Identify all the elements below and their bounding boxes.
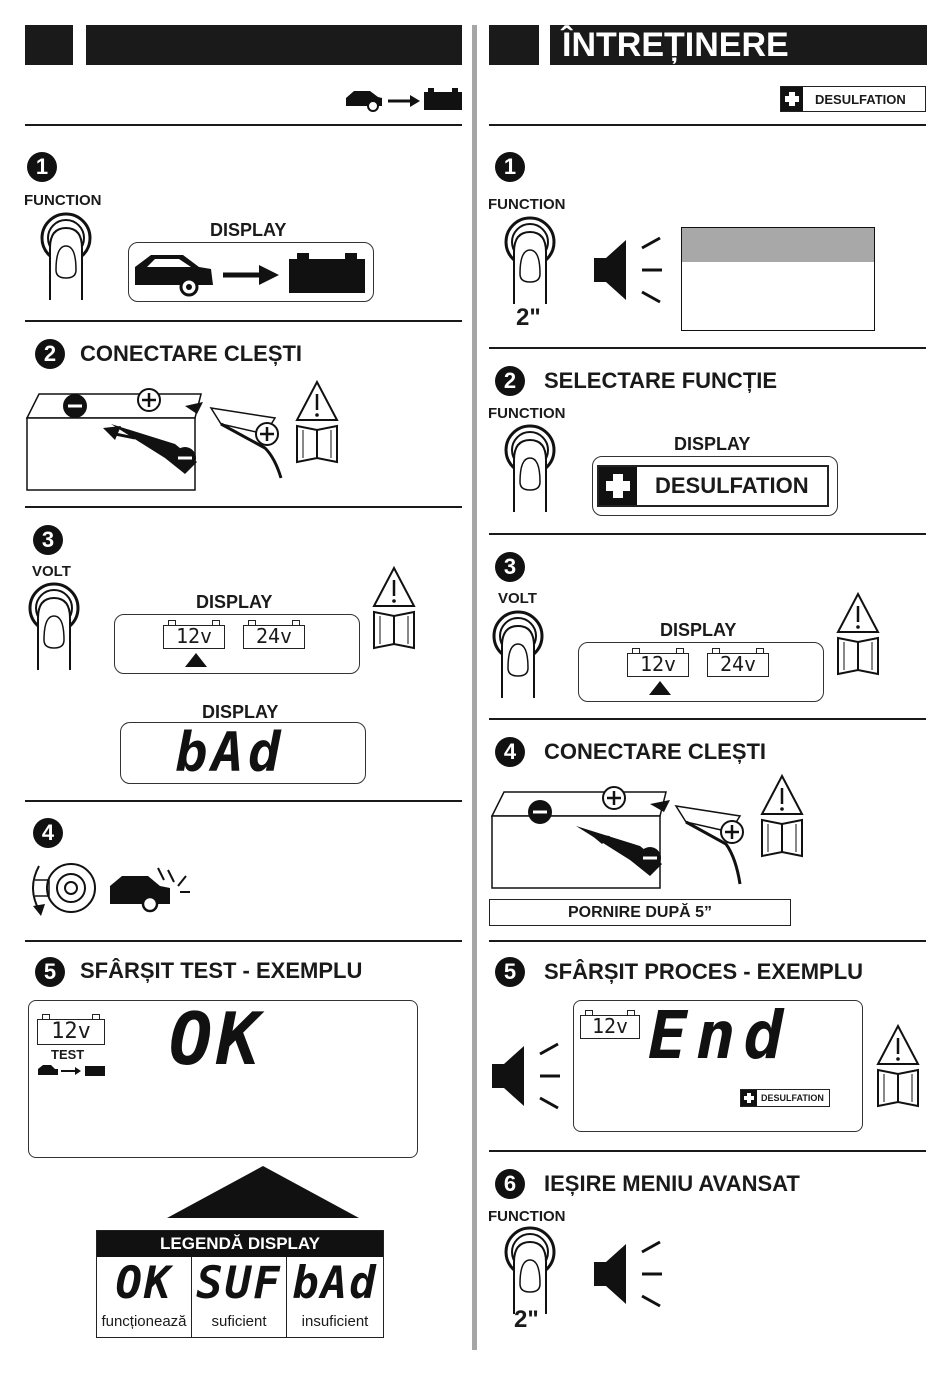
car-to-battery-icon bbox=[133, 249, 369, 295]
finger-press-icon bbox=[492, 610, 552, 700]
battery-12v: 12v bbox=[580, 1015, 640, 1039]
legend-desc: suficient bbox=[211, 1313, 267, 1330]
rule bbox=[25, 940, 462, 942]
legend-cell bbox=[192, 1257, 287, 1337]
step-heading: IEȘIRE MENIU AVANSAT bbox=[544, 1171, 800, 1196]
step-number: 2 bbox=[35, 339, 65, 369]
finger-press-icon bbox=[504, 424, 564, 514]
step-heading: CONECTARE CLEȘTI bbox=[544, 739, 767, 764]
finger-press-icon bbox=[504, 1226, 564, 1316]
battery-clamps-illustration bbox=[490, 778, 750, 890]
display-label: DISPLAY bbox=[660, 620, 737, 640]
legend-cell bbox=[287, 1257, 383, 1337]
display-screen bbox=[114, 614, 360, 674]
start-delay-note: PORNIRE DUPĂ 5” bbox=[489, 899, 791, 926]
battery-24v: 24v bbox=[707, 653, 769, 677]
display-label: DISPLAY bbox=[196, 592, 273, 612]
legend-desc: insuficient bbox=[301, 1313, 369, 1330]
finger-press-icon bbox=[28, 582, 88, 672]
rule bbox=[489, 347, 926, 349]
ok-readout: OK bbox=[169, 997, 264, 1081]
desulfation-badge bbox=[740, 1089, 830, 1107]
selection-arrow bbox=[649, 681, 671, 695]
bad-readout: bAd bbox=[175, 721, 285, 784]
warning-book-icon bbox=[760, 774, 810, 858]
battery-12v: 12v bbox=[37, 1019, 105, 1045]
right-title-block bbox=[489, 25, 539, 65]
display-screen bbox=[578, 642, 824, 702]
step-number: 6 bbox=[495, 1169, 525, 1199]
step-number: 4 bbox=[495, 737, 525, 767]
step-number: 2 bbox=[495, 366, 525, 396]
step-heading: SFÂRȘIT PROCES - EXEMPLU bbox=[544, 959, 864, 984]
step-number: 5 bbox=[495, 957, 525, 987]
test-label: TEST bbox=[51, 1047, 85, 1062]
volt-button-label: VOLT bbox=[498, 590, 537, 607]
warning-book-icon bbox=[876, 1024, 926, 1108]
plus-cross-icon bbox=[599, 467, 637, 505]
battery-12v: 12v bbox=[163, 625, 225, 649]
desulfation-badge bbox=[597, 465, 829, 507]
right-title: ÎNTREȚINERE bbox=[562, 26, 789, 64]
speaker-icon bbox=[592, 236, 664, 304]
speaker-icon bbox=[592, 1240, 664, 1308]
rule bbox=[489, 533, 926, 535]
display-label: DISPLAY bbox=[202, 702, 279, 722]
display-label: DISPLAY bbox=[674, 434, 751, 454]
legend-title: LEGENDĂ DISPLAY bbox=[97, 1231, 383, 1257]
battery-12v: 12v bbox=[627, 653, 689, 677]
right-title-bar bbox=[550, 25, 927, 65]
column-divider bbox=[472, 25, 477, 1350]
hold-duration: 2" bbox=[514, 1306, 539, 1333]
badge-label: DESULFATION bbox=[815, 91, 906, 107]
display-screen bbox=[128, 242, 374, 302]
rule bbox=[25, 320, 462, 322]
display-screen bbox=[120, 722, 366, 784]
step-heading: CONECTARE CLEȘTI bbox=[80, 341, 303, 366]
display-screen bbox=[592, 456, 838, 516]
legend-cell bbox=[97, 1257, 192, 1337]
step-number: 3 bbox=[33, 525, 63, 555]
rule bbox=[489, 718, 926, 720]
car-to-battery-icon bbox=[37, 1063, 107, 1077]
step-number: 4 bbox=[33, 818, 63, 848]
display-screen bbox=[573, 997, 863, 1132]
legend-code: bAd bbox=[292, 1258, 378, 1309]
left-title-bar bbox=[86, 25, 462, 65]
finger-press-icon bbox=[40, 212, 100, 302]
step-number: 3 bbox=[495, 552, 525, 582]
rule bbox=[489, 1150, 926, 1152]
pointer-triangle bbox=[167, 1166, 359, 1218]
warning-book-icon bbox=[295, 380, 345, 464]
rule bbox=[489, 124, 926, 126]
display-label: DISPLAY bbox=[210, 220, 287, 240]
battery-clamps-illustration bbox=[25, 378, 285, 492]
legend-code: SUF bbox=[196, 1258, 282, 1309]
rule bbox=[489, 940, 926, 942]
display-legend bbox=[96, 1230, 384, 1338]
rule bbox=[25, 124, 462, 126]
speaker-icon bbox=[490, 1042, 562, 1110]
rule bbox=[25, 800, 462, 802]
step-number: 5 bbox=[35, 957, 65, 987]
left-title-block bbox=[25, 25, 73, 65]
step-heading: SFÂRȘIT TEST - EXEMPLU bbox=[80, 958, 363, 983]
hold-duration: 2" bbox=[516, 304, 541, 331]
legend-desc: funcționează bbox=[101, 1313, 187, 1330]
display-header bbox=[682, 228, 874, 262]
step-heading: SELECTARE FUNCȚIE bbox=[544, 368, 778, 393]
step-number: 1 bbox=[27, 152, 57, 182]
plus-cross-icon bbox=[741, 1090, 757, 1106]
function-button-label: FUNCTION bbox=[488, 196, 566, 213]
end-readout: End bbox=[648, 997, 792, 1074]
battery-24v: 24v bbox=[243, 625, 305, 649]
badge-label: DESULFATION bbox=[655, 473, 809, 498]
function-button-label: FUNCTION bbox=[488, 1208, 566, 1225]
function-button-label: FUNCTION bbox=[488, 405, 566, 422]
finger-press-icon bbox=[504, 216, 564, 306]
volt-button-label: VOLT bbox=[32, 563, 71, 580]
step-number: 1 bbox=[495, 152, 525, 182]
warning-book-icon bbox=[372, 566, 422, 650]
warning-book-icon bbox=[836, 592, 886, 676]
badge-label: DESULFATION bbox=[761, 1093, 824, 1103]
rule bbox=[25, 506, 462, 508]
desulfation-badge bbox=[780, 86, 926, 112]
display-blank bbox=[681, 227, 875, 331]
plus-cross-icon bbox=[781, 87, 803, 111]
selection-arrow bbox=[185, 653, 207, 667]
car-to-battery-icon bbox=[344, 86, 464, 112]
display-screen bbox=[28, 997, 418, 1158]
ignition-key-icon bbox=[25, 858, 97, 924]
car-lights-icon bbox=[108, 864, 192, 916]
function-button-label: FUNCTION bbox=[24, 192, 102, 209]
legend-code: OK bbox=[115, 1258, 173, 1309]
